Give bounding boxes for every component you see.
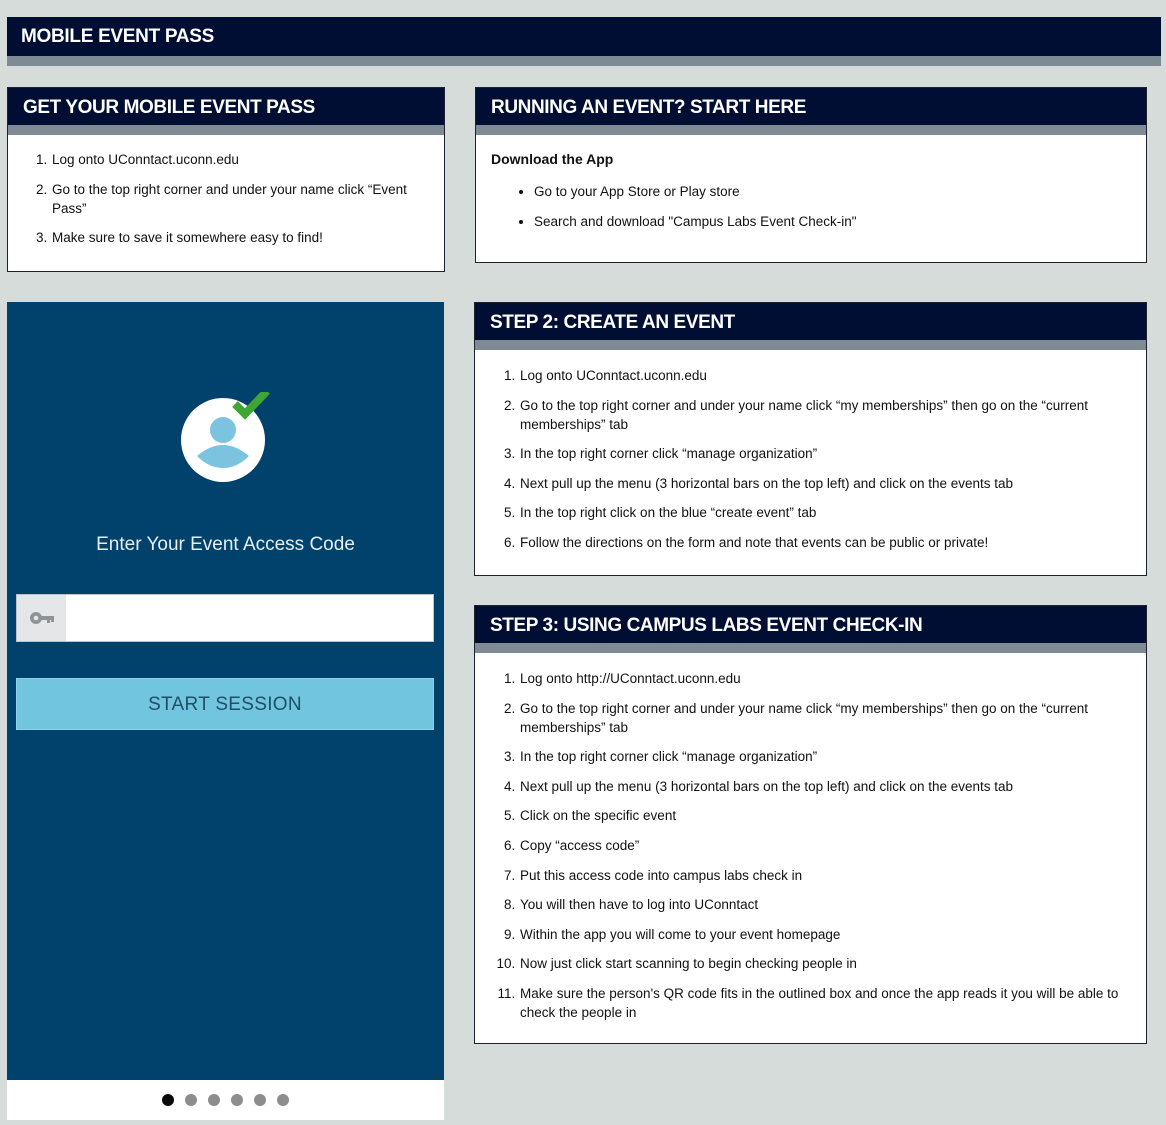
running-event-panel (475, 87, 1147, 263)
list-item: 3. Make sure to save it somewhere easy to find! (51, 228, 420, 247)
list-item: • Search and download "Campus Labs Event Check-in" (534, 212, 1146, 231)
list-item: 2. Go to the top right corner and under your name click “my memberships” then go on the “current memberships” tab (519, 699, 1122, 737)
list-item: 2. Go to the top right corner and under your name click “my memberships” then go on the “current memberships” tab (519, 396, 1116, 434)
list-item: 4. Next pull up the menu (3 horizontal bars on the top left) and click on the events tab (519, 777, 1122, 796)
get-pass-panel (7, 87, 445, 272)
list-item: 11. Make sure the person's QR code fits in the outlined box and once the app reads it you will be able to check the people in (519, 984, 1122, 1022)
step3-steps (475, 669, 1146, 1022)
list-item: 10. Now just click start scanning to begin checking people in (519, 954, 1122, 973)
running-event-title: RUNNING AN EVENT? START HERE (476, 88, 1146, 135)
page-title: MOBILE EVENT PASS (21, 26, 215, 47)
step2-title: STEP 2: CREATE AN EVENT (475, 303, 1146, 350)
access-code-field[interactable] (16, 594, 434, 642)
user-check-icon (181, 392, 273, 482)
key-icon (17, 595, 66, 641)
page-banner (7, 17, 1161, 66)
access-code-prompt: Enter Your Event Access Code (96, 534, 355, 555)
app-screenshot (7, 302, 444, 1080)
list-item: 5. In the top right click on the blue “create event” tab (519, 503, 1116, 522)
carousel-dot[interactable] (185, 1094, 197, 1106)
get-pass-steps (8, 150, 444, 247)
list-item: 3. In the top right corner click “manage organization” (519, 747, 1122, 766)
download-app-heading: Download the App (491, 151, 614, 167)
list-item: 9. Within the app you will come to your event homepage (519, 925, 1122, 944)
step3-panel (474, 605, 1147, 1044)
list-item: 1. Log onto http://UConntact.uconn.edu (519, 669, 1122, 688)
get-pass-title: GET YOUR MOBILE EVENT PASS (8, 88, 444, 135)
carousel-dot[interactable] (277, 1094, 289, 1106)
list-item: 3. In the top right corner click “manage organization” (519, 444, 1116, 463)
list-item: 5. Click on the specific event (519, 806, 1122, 825)
list-item: 6. Copy “access code” (519, 836, 1122, 855)
download-app-bullets (476, 182, 1146, 231)
list-item: • Go to your App Store or Play store (534, 182, 1146, 201)
carousel-dot[interactable] (162, 1094, 174, 1106)
step2-panel (474, 302, 1147, 576)
list-item: 2. Go to the top right corner and under your name click “Event Pass” (51, 180, 420, 218)
list-item: 1. Log onto UConntact.uconn.edu (519, 366, 1116, 385)
list-item: 1. Log onto UConntact.uconn.edu (51, 150, 420, 169)
step2-steps (475, 366, 1146, 552)
carousel-dot[interactable] (254, 1094, 266, 1106)
carousel-dot[interactable] (208, 1094, 220, 1106)
list-item: 6. Follow the directions on the form and note that events can be public or private! (519, 533, 1116, 552)
list-item: 4. Next pull up the menu (3 horizontal bars on the top left) and click on the events tab (519, 474, 1116, 493)
start-session-button[interactable]: START SESSION (16, 678, 434, 730)
carousel-dot[interactable] (231, 1094, 243, 1106)
list-item: 7. Put this access code into campus labs check in (519, 866, 1122, 885)
access-code-value[interactable] (66, 595, 433, 641)
list-item: 8. You will then have to log into UConntact (519, 895, 1122, 914)
carousel-pagination (7, 1080, 444, 1120)
step3-title: STEP 3: USING CAMPUS LABS EVENT CHECK-IN (475, 606, 1146, 653)
